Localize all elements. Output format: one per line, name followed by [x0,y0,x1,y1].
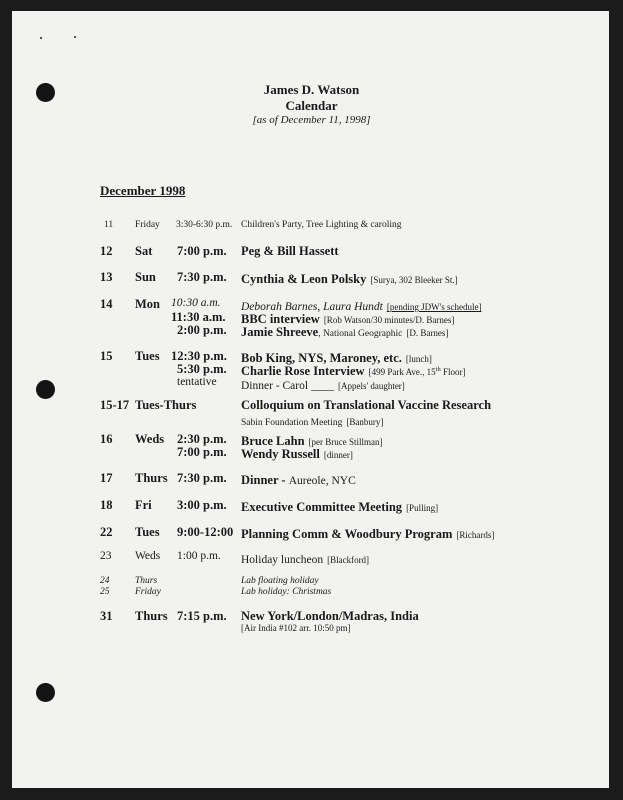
entry-time: 5:30 p.m. [177,362,227,376]
entry-weekday: Thurs [135,576,158,586]
entry-time: 11:30 a.m. [171,310,226,324]
entry-note: [Blackford] [327,555,370,565]
entry-time: 7:00 p.m. [177,244,227,258]
entry-time: 7:00 p.m. [177,445,227,459]
entry-event: Bruce Lahn [241,434,305,448]
entry-event: Charlie Rose Interview [241,364,365,378]
page-subtitle: Calendar [285,98,338,113]
entry-note: [Pulling] [406,503,439,513]
entry-time: tentative [177,376,217,388]
entry-note: [pending JDW's schedule] [386,302,482,312]
entry-day: 11 [104,220,114,230]
entry-day: 14 [100,297,113,311]
punch-hole-middle [36,380,55,399]
entry-day: 13 [100,270,113,284]
entry-note: [per Bruce Stillman] [308,437,383,447]
entry-note: [499 Park Ave., 15th Floor] [368,366,466,377]
entry-event: Wendy Russell [241,447,320,461]
entry-day: 31 [100,609,113,623]
entry-note: [Surya, 302 Bleeker St.] [370,275,458,285]
entry-weekday: Tues-Thurs [135,398,197,412]
paper-speck [74,36,76,38]
entry-note: [Banbury] [346,417,384,427]
entry-event: Peg & Bill Hassett [241,244,339,258]
paper-speck [40,37,42,39]
entry-weekday: Thurs [135,471,168,485]
entry-event: Dinner - [241,473,289,487]
entry-time: 7:15 p.m. [177,609,227,623]
entry-time: 7:30 p.m. [177,270,227,284]
entry-note: [Appels' daughter] [337,381,405,391]
as-of-date: [as of December 11, 1998] [252,114,371,126]
entry-event: BBC interview [241,312,320,326]
entry-time: 2:00 p.m. [177,323,227,337]
entry-day: 23 [100,550,112,562]
entry-weekday: Weds [135,550,161,562]
entry-event: Dinner - Carol ____ [241,380,334,392]
entry-time: 3:00 p.m. [177,498,227,512]
entry-event: Children's Party, Tree Lighting & caroling [241,220,402,230]
entry-event: Lab holiday: Christmas [241,587,332,597]
entry-time: 7:30 p.m. [177,471,227,485]
entry-note: [D. Barnes] [406,328,449,338]
entry-weekday: Sat [135,244,153,258]
entry-weekday: Tues [135,525,160,539]
entry-detail: , National Geographic [318,329,403,339]
entry-detail: Aureole, NYC [288,475,356,487]
entry-weekday: Fri [135,498,152,512]
entry-day: 25 [100,587,110,597]
entry-time: 12:30 p.m. [171,349,227,363]
entry-day: 15-17 [100,398,130,412]
entry-weekday: Friday [135,587,161,597]
entry-note: [lunch] [405,354,432,364]
entry-weekday: Tues [135,349,160,363]
entry-event: Cynthia & Leon Polsky [241,272,367,286]
entry-weekday: Mon [135,297,160,311]
entry-weekday: Weds [135,432,165,446]
entry-event: Bob King, NYS, Maroney, etc. [241,351,402,365]
entry-event: New York/London/Madras, India [241,609,419,623]
entry-event: Planning Comm & Woodbury Program [241,527,453,541]
entry-weekday: Sun [135,270,156,284]
entry-subtitle: Sabin Foundation Meeting [241,418,343,428]
month-heading: December 1998 [100,183,186,198]
entry-note: [dinner] [323,450,353,460]
entry-event: Holiday luncheon [241,554,324,566]
entry-day: 22 [100,525,113,539]
entry-day: 12 [100,244,113,258]
page-title: James D. Watson [263,82,360,97]
entry-time: 3:30-6:30 p.m. [176,220,233,230]
entry-note: [Rob Watson/30 minutes/D. Barnes] [323,315,455,325]
entry-event: Executive Committee Meeting [241,500,403,514]
entry-note: [Richards] [456,530,495,540]
entry-day: 17 [100,471,113,485]
entry-day: 16 [100,432,113,446]
entry-event: Deborah Barnes, Laura Hundt [241,301,383,313]
entry-weekday: Thurs [135,609,168,623]
entry-day: 24 [100,576,110,586]
entry-event: Lab floating holiday [241,576,319,586]
entry-event: Jamie Shreeve [241,325,319,339]
entry-event: Colloquium on Translational Vaccine Research [241,398,492,412]
entry-day: 18 [100,498,113,512]
entry-time: 1:00 p.m. [177,550,221,562]
punch-hole-bottom [36,683,55,702]
entry-note: [Air India #102 arr. 10:50 pm] [241,623,351,633]
entry-day: 15 [100,349,113,363]
entry-weekday: Friday [135,220,160,230]
entry-time: 10:30 a.m. [171,297,221,309]
entry-time: 2:30 p.m. [177,432,227,446]
entry-time: 9:00-12:00 [177,525,234,539]
